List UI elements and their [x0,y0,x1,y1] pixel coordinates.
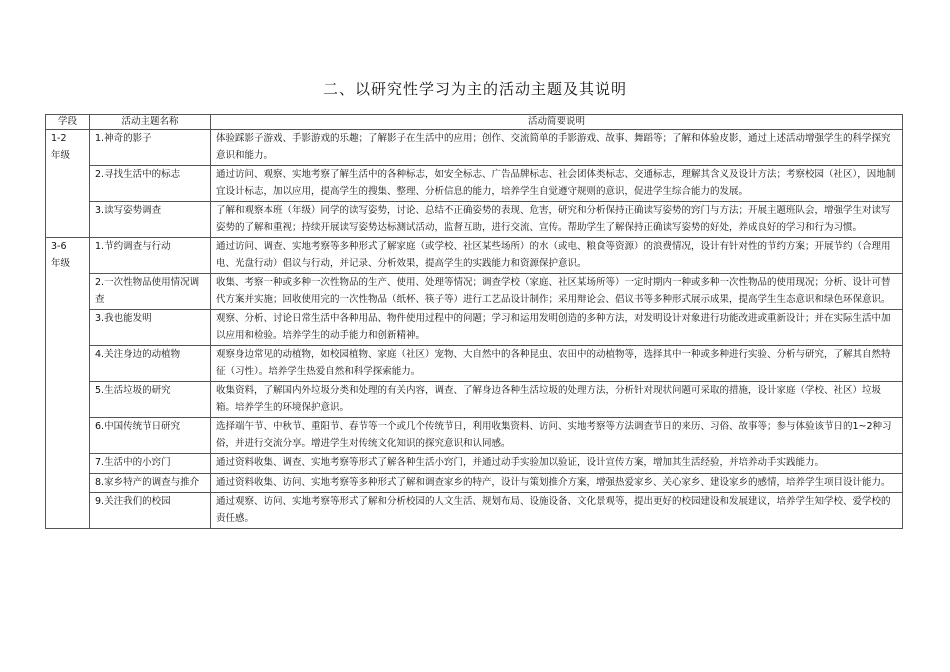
description-cell: 了解和观察本班（年级）同学的读写姿势，讨论、总结不正确姿势的表现、危害，研究和分析保持正确读写姿势的窍门与方法；开展主题班队会，增强学生对读写姿势的了解和重视；持续开展读写姿势达标测试活动，监督互助，进行交流、宣传。帮助学生了解保持正确读写姿势的好处，养成良好的学习和行为习惯。 [211,202,903,238]
topic-cell: 1.神奇的影子 [90,130,211,166]
table-row [46,238,903,274]
header-stage: 学段 [46,115,90,130]
table-row [46,454,903,474]
description-cell: 观察身边常见的动植物，如校园植物、家庭（社区）宠物、大自然中的各种昆虫、农田中的动植物等，选择其中一种或多种进行实验、分析与研究，了解其自然特征（习性）。培养学生热爱自然和科学探索能力。 [211,346,903,382]
table-row [46,473,903,493]
topic-cell: 9.关注我们的校园 [90,493,211,529]
stage-range: 3-6 [51,241,67,252]
stage-grade: 年级 [51,149,71,161]
topic-cell: 1.节约调查与行动 [90,238,211,274]
description-cell: 通过访问、调查、实地考察等多种形式了解家庭（或学校、社区某些场所）的水（或电、粮食等资源）的浪费情况，设计有针对性的节约方案；开展节约（合理用电、光盘行动）倡议与行动，并记录、分析效果，提高学生的实践能力和资源保护意识。 [211,238,903,274]
description-cell: 收集资料，了解国内外垃圾分类和处理的有关内容，调查、了解身边各种生活垃圾的处理方法，分析针对现状问题可采取的措施，设计家庭（学校、社区）垃圾箱。培养学生的环境保护意识。 [211,382,903,418]
description-cell: 通过资料收集、访问、实地考察等多种形式了解和调查家乡的特产，设计与策划推介方案，增强热爱家乡、关心家乡、建设家乡的感情，培养学生项目设计能力。 [211,473,903,493]
table-header-row [46,115,903,130]
table-row [46,346,903,382]
table-row [46,493,903,529]
topic-cell: 3.我也能发明 [90,310,211,346]
table-row [46,418,903,454]
topic-cell: 6.中国传统节日研究 [90,418,211,454]
header-topic: 活动主题名称 [90,115,211,130]
table-row [46,166,903,202]
stage-cell-1-2 [46,130,90,238]
table-row [46,310,903,346]
stage-cell-3-6 [46,238,90,529]
topic-cell: 7.生活中的小窍门 [90,454,211,474]
page-title: 二、以研究性学习为主的活动主题及其说明 [322,80,627,98]
table-row [46,130,903,166]
topic-cell: 8.家乡特产的调查与推介 [90,473,211,493]
table-row [46,382,903,418]
topic-cell: 2.一次性物品使用情况调查 [90,274,211,310]
table-row [46,274,903,310]
description-cell: 通过观察、访问、实地考察等形式了解和分析校园的人文生活、规划布局、设施设备、文化景观等，提出更好的校园建设和发展建议，培养学生知学校、爱学校的责任感。 [211,493,903,529]
description-cell: 体验踩影子游戏、手影游戏的乐趣；了解影子在生活中的应用；创作、交流简单的手影游戏、故事、舞蹈等；了解和体验皮影，通过上述活动增强学生的科学探究意识和能力。 [211,130,903,166]
stage-grade: 年级 [51,257,71,269]
stage-range: 1-2 [51,133,67,144]
table-row [46,202,903,238]
description-cell: 通过资料收集、调查、实地考察等形式了解各种生活小窍门，并通过动手实验加以验证，设计宣传方案，增加其生活经验，并培养动手实践能力。 [211,454,903,474]
description-cell: 选择端午节、中秋节、重阳节、春节等一个或几个传统节日，利用收集资料、访问、实地考察等方法调查节日的来历、习俗、故事等；参与体验该节日的1~2种习俗，并进行交流分享。增进学生对传统文化知识的探究意识和认同感。 [211,418,903,454]
description-cell: 通过访问、观察、实地考察了解生活中的各种标志，如安全标志、广告品牌标志、社会团体类标志、交通标志，理解其含义及设计方法；考察校园（社区），因地制宜设计标志，加以应用，提高学生的搜集、整理、分析信息的能力，培养学生自觉遵守规则的意识，促进学生综合能力的发展。 [211,166,903,202]
activities-table [45,114,903,529]
header-description: 活动简要说明 [211,115,903,130]
topic-cell: 5.生活垃圾的研究 [90,382,211,418]
topic-cell: 2.寻找生活中的标志 [90,166,211,202]
topic-cell: 4.关注身边的动植物 [90,346,211,382]
description-cell: 观察、分析、讨论日常生活中各种用品、物件使用过程中的问题；学习和运用发明创造的多种方法，对发明设计对象进行功能改进或重新设计；并在实际生活中加以应用和检验。培养学生的动手能力和创新精神。 [211,310,903,346]
topic-cell: 3.读写姿势调查 [90,202,211,238]
description-cell: 收集、考察一种或多种一次性物品的生产、使用、处理等情况；调查学校（家庭、社区某场所等）一定时期内一种或多种一次性物品的使用现况；分析、设计可替代方案并实施；回收使用完的一次性物品（纸杯、筷子等）进行工艺品设计制作；采用辩论会、倡议书等多种形式展示成果，提高学生生态意识和绿色环保意识。 [211,274,903,310]
